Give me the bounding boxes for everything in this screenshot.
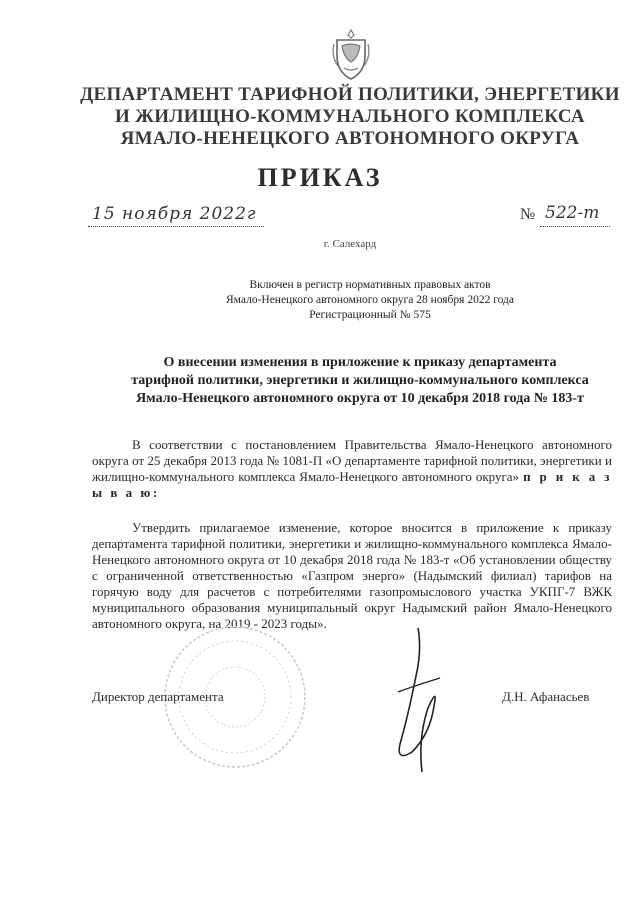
subject-line: О внесении изменения в приложение к приказу департамента [163, 355, 557, 370]
department-line: ДЕПАРТАМЕНТ ТАРИФНОЙ ПОЛИТИКИ, ЭНЕРГЕТИКИ [80, 84, 620, 105]
registration-line: Включен в регистр нормативных правовых актов [249, 279, 491, 291]
preamble-text: В соответствии с постановлением Правительства Ямало-Ненецкого автономного округа от 25 декабря 2013 года № 1081-П «О департаменте тарифной политики, энергетики и жилищно-коммунального комплекса Ямало-Ненецкого автономного округа» [92, 437, 612, 484]
order-date: 15 ноября 2022г [92, 204, 257, 224]
order-paragraph: Утвердить прилагаемое изменение, которое вносится в приложение к приказу департамента тарифной политики, энергетики и жилищно-коммунального комплекса Ямало-Ненецкого автономного округа от 10 декабря 2018 года № 183-т «Об установлении обществу с ограниченной ответственностью «Газпром энерго» (Надымский филиал) тарифов на горячую воду для расчетов с потребителями газопромыслового участка УКПГ-7 ВЖК муниципального образования муниципальный округ Надымский район Ямало-Ненецкого автономного округа, на 2019 - 2023 годы». [92, 520, 612, 631]
order-number: 522-т [545, 203, 600, 223]
subject-line: Ямало-Ненецкого автономного округа от 10 декабря 2018 года № 183-т [136, 391, 584, 406]
document-title: ПРИКАЗ [257, 163, 383, 192]
department-line: ЯМАЛО-НЕНЕЦКОГО АВТОНОМНОГО ОКРУГА [120, 128, 580, 149]
registration-line: Ямало-Ненецкого автономного округа 28 ноября 2022 года [226, 294, 514, 306]
number-sign: № [520, 206, 536, 223]
number-underline [540, 226, 610, 227]
subject-line: тарифной политики, энергетики и жилищно-коммунального комплекса [131, 373, 589, 388]
decree-word: п р и к а з ы в а ю: [92, 469, 612, 500]
registration-line: Регистрационный № 575 [309, 309, 431, 321]
department-line: И ЖИЛИЩНО-КОММУНАЛЬНОГО КОМПЛЕКСА [115, 106, 585, 127]
preamble-paragraph [92, 437, 612, 501]
department-name [80, 84, 620, 150]
coat-of-arms-icon [328, 26, 374, 82]
city: г. Салехард [323, 238, 377, 250]
registration-note [160, 278, 580, 323]
date-underline [88, 226, 264, 227]
order-subject [90, 354, 630, 408]
signatory-title: Директор департамента [92, 689, 224, 704]
signatory-name: Д.Н. Афанасьев [502, 689, 590, 704]
handwritten-signature [378, 620, 458, 780]
